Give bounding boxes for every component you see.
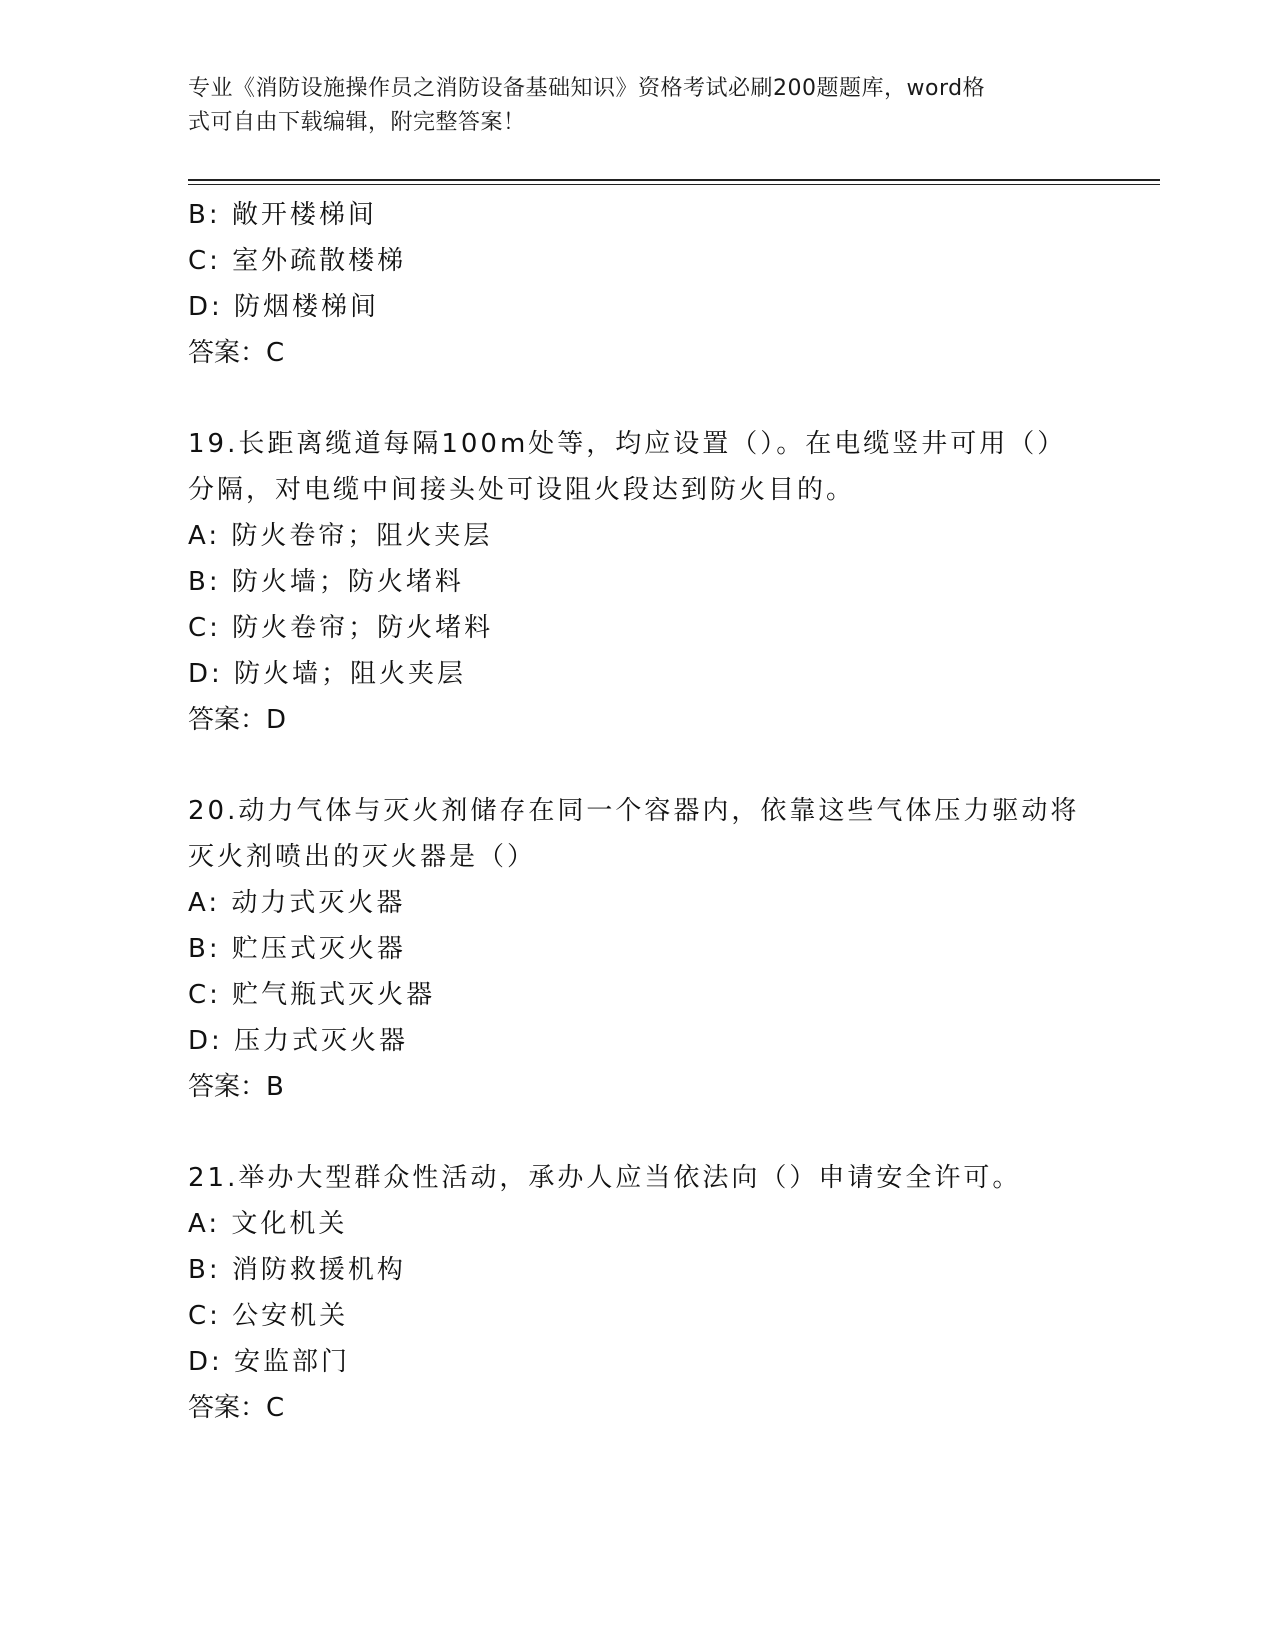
option-a: A: 动力式灭火器 (188, 888, 406, 918)
option-d: D: 压力式灭火器 (188, 1026, 409, 1056)
option-d: D: 防火墙；阻火夹层 (188, 659, 467, 689)
question-block-previous (188, 192, 1088, 376)
option-c: C: 防火卷帘；防火堵料 (188, 613, 494, 643)
answer-line: 答案：C (188, 338, 285, 368)
option-b: B: 敞开楼梯间 (188, 200, 377, 230)
option-b: B: 消防救援机构 (188, 1255, 406, 1285)
question-text-line-1: 20.动力气体与灭火剂储存在同一个容器内，依靠这些气体压力驱动将 (188, 796, 1080, 826)
question-block-21 (188, 1155, 1088, 1431)
document-header (188, 72, 1068, 140)
option-d: D: 安监部门 (188, 1347, 351, 1377)
question-text-line-2: 灭火剂喷出的灭火器是（） (188, 842, 537, 872)
header-line-1: 专业《消防设施操作员之消防设备基础知识》资格考试必刷200题题库，word格 (188, 76, 986, 101)
option-b: B: 防火墙；防火堵料 (188, 567, 464, 597)
option-c: C: 贮气瓶式灭火器 (188, 980, 436, 1010)
question-text-line-1: 19.长距离缆道每隔100m处等，均应设置（）。在电缆竖井可用（） (188, 429, 1067, 459)
header-divider-thick (188, 179, 1160, 181)
header-divider-thin (188, 184, 1160, 185)
option-b: B: 贮压式灭火器 (188, 934, 406, 964)
header-line-2: 式可自由下载编辑，附完整答案！ (188, 110, 526, 135)
option-d: D: 防烟楼梯间 (188, 292, 380, 322)
option-a: A: 防火卷帘；阻火夹层 (188, 521, 493, 551)
answer-line: 答案：C (188, 1393, 285, 1423)
option-a: A: 文化机关 (188, 1209, 348, 1239)
question-text-line-1: 21.举办大型群众性活动，承办人应当依法向（）申请安全许可。 (188, 1163, 1022, 1193)
question-list (188, 192, 1088, 1431)
question-block-19 (188, 421, 1088, 743)
question-text-line-2: 分隔，对电缆中间接头处可设阻火段达到防火目的。 (188, 475, 856, 505)
answer-line: 答案：D (188, 705, 287, 735)
option-c: C: 室外疏散楼梯 (188, 246, 407, 276)
answer-line: 答案：B (188, 1072, 284, 1102)
option-c: C: 公安机关 (188, 1301, 349, 1331)
question-block-20 (188, 788, 1088, 1110)
